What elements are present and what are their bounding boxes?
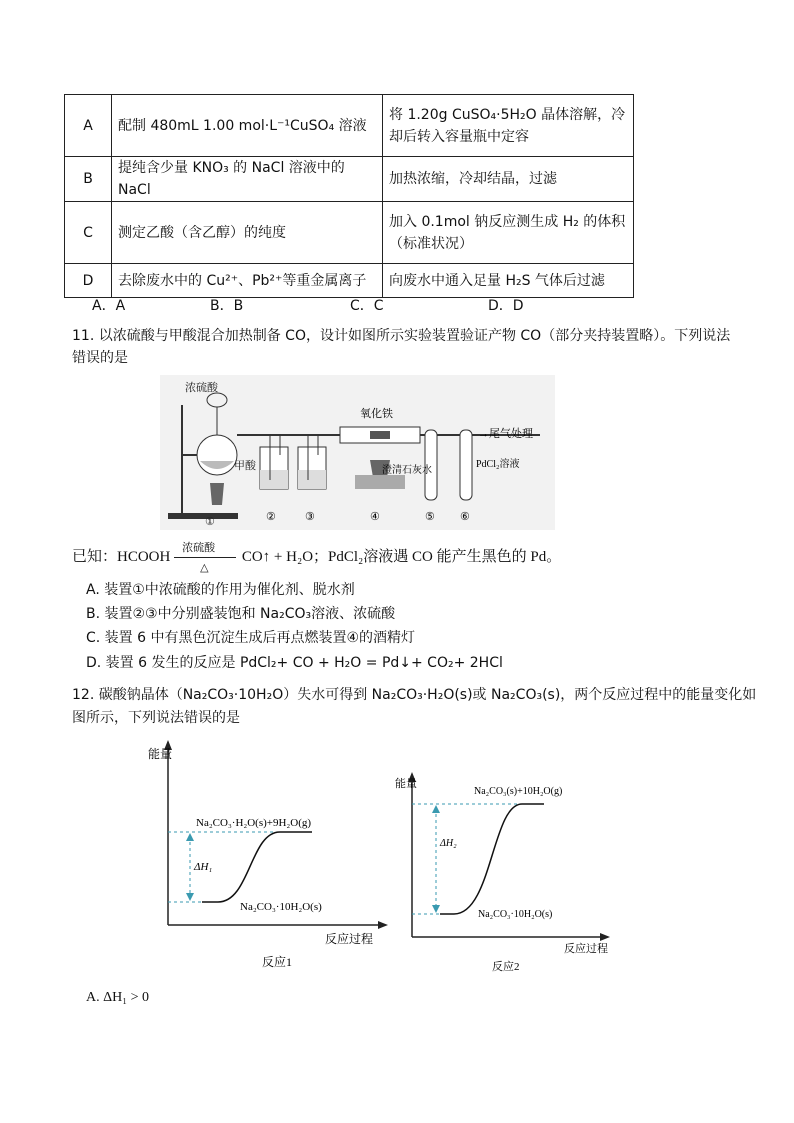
fig1-caption: 反应1 [262,955,293,969]
num-2: ② [266,511,276,523]
fig1-ylabel: 能量 [148,747,173,761]
row-method: 加热浓缩，冷却结晶，过滤 [383,157,634,202]
q11-stem: 11. 以浓硫酸与甲酸混合加热制备 CO，设计如图所示实验装置验证产物 CO（部分夹持装置略）。下列说法 [72,328,731,344]
apparatus-figure [160,375,555,530]
q11-option-b: B. 装置②③中分别盛装饱和 Na₂CO₃溶液、浓硫酸 [86,606,396,622]
row-key: A [65,95,112,157]
choice-d: D．D [488,298,524,314]
num-1: ① [205,516,215,528]
q11-option-a: A. 装置①中浓硫酸的作用为催化剂、脱水剂 [86,582,355,598]
q12-stem: 12. 碳酸钠晶体（Na₂CO₃·10H₂O）失水可得到 Na₂CO₃·H₂O(s)或 Na₂CO₃(s)，两个反应过程中的能量变化如 [72,687,757,703]
fig1-bottom: Na₂CO₃·10H₂O(s) [240,901,322,913]
row-purpose: 配制 480mL 1.00 mol·L⁻¹CuSO₄ 溶液 [112,95,383,157]
q11-option-d: D. 装置 6 发生的反应是 PdCl₂+ CO + H₂O = Pd↓+ CO₂+ 2HCl [86,655,503,671]
label-formic: 甲酸 [234,460,256,472]
known-above: 浓硫酸 [182,541,216,554]
row-purpose: 去除废水中的 Cu²⁺、Pb²⁺等重金属离子 [112,264,383,298]
choice-c: C．C [350,298,384,314]
row-key: C [65,202,112,264]
q11-option-c: C. 装置 6 中有黑色沉淀生成后再点燃装置④的酒精灯 [86,630,416,646]
q11-stem-cont: 错误的是 [72,350,128,366]
table-row [65,202,634,264]
label-tail: →尾气处理 [478,428,533,440]
fig2-caption: 反应2 [492,961,520,972]
label-limewater: 澄清石灰水 [382,465,432,476]
fig1-dh: ΔH₁ [194,861,213,873]
q12-option-a: A. ΔH₁ > 0 [86,990,149,1005]
num-4: ④ [370,511,380,523]
table-row [65,264,634,298]
num-3: ③ [305,511,315,523]
fig2-xlabel: 反应过程 [564,943,608,955]
label-acid: 浓硫酸 [185,382,218,394]
fig1-top: Na₂CO₃·H₂O(s)+9H₂O(g) [196,817,312,829]
q10-table [64,94,634,298]
row-key: D [65,264,112,298]
energy-diagram-2 [392,772,622,972]
row-method: 将 1.20g CuSO₄·5H₂O 晶体溶解，冷却后转入容量瓶中定容 [383,95,634,157]
fig1-xlabel: 反应过程 [325,932,374,946]
table-row [65,157,634,202]
q11-known [72,541,562,574]
row-method: 向废水中通入足量 H₂S 气体后过滤 [383,264,634,298]
choice-b: B．B [210,298,244,314]
q12-stem-cont: 图所示，下列说法错误的是 [72,710,240,726]
fig2-dh: ΔH₂ [440,838,457,849]
num-5: ⑤ [425,511,435,523]
fig2-ylabel: 能量 [395,778,417,790]
fig2-bottom: Na₂CO₃·10H₂O(s) [478,909,553,920]
num-6: ⑥ [460,511,470,523]
table-row [65,95,634,157]
row-key: B [65,157,112,202]
known-below: △ [200,561,209,574]
label-iron-oxide: 氧化铁 [360,408,393,420]
row-purpose: 测定乙酸（含乙醇）的纯度 [112,202,383,264]
fig2-top: Na₂CO₃(s)+10H₂O(g) [474,786,563,797]
known-arrow [174,541,238,574]
choice-a: A．A [92,298,126,314]
energy-diagram-1 [140,740,390,970]
known-suffix: CO↑ + H₂O；PdCl₂溶液遇 CO 能产生黑色的 Pd。 [241,549,562,565]
row-method: 加入 0.1mol 钠反应测生成 H₂ 的体积（标准状况） [383,202,634,264]
known-prefix: 已知：HCOOH [72,549,171,565]
label-pdcl2: PdCl₂溶液 [476,459,520,470]
row-purpose: 提纯含少量 KNO₃ 的 NaCl 溶液中的 NaCl [112,157,383,202]
